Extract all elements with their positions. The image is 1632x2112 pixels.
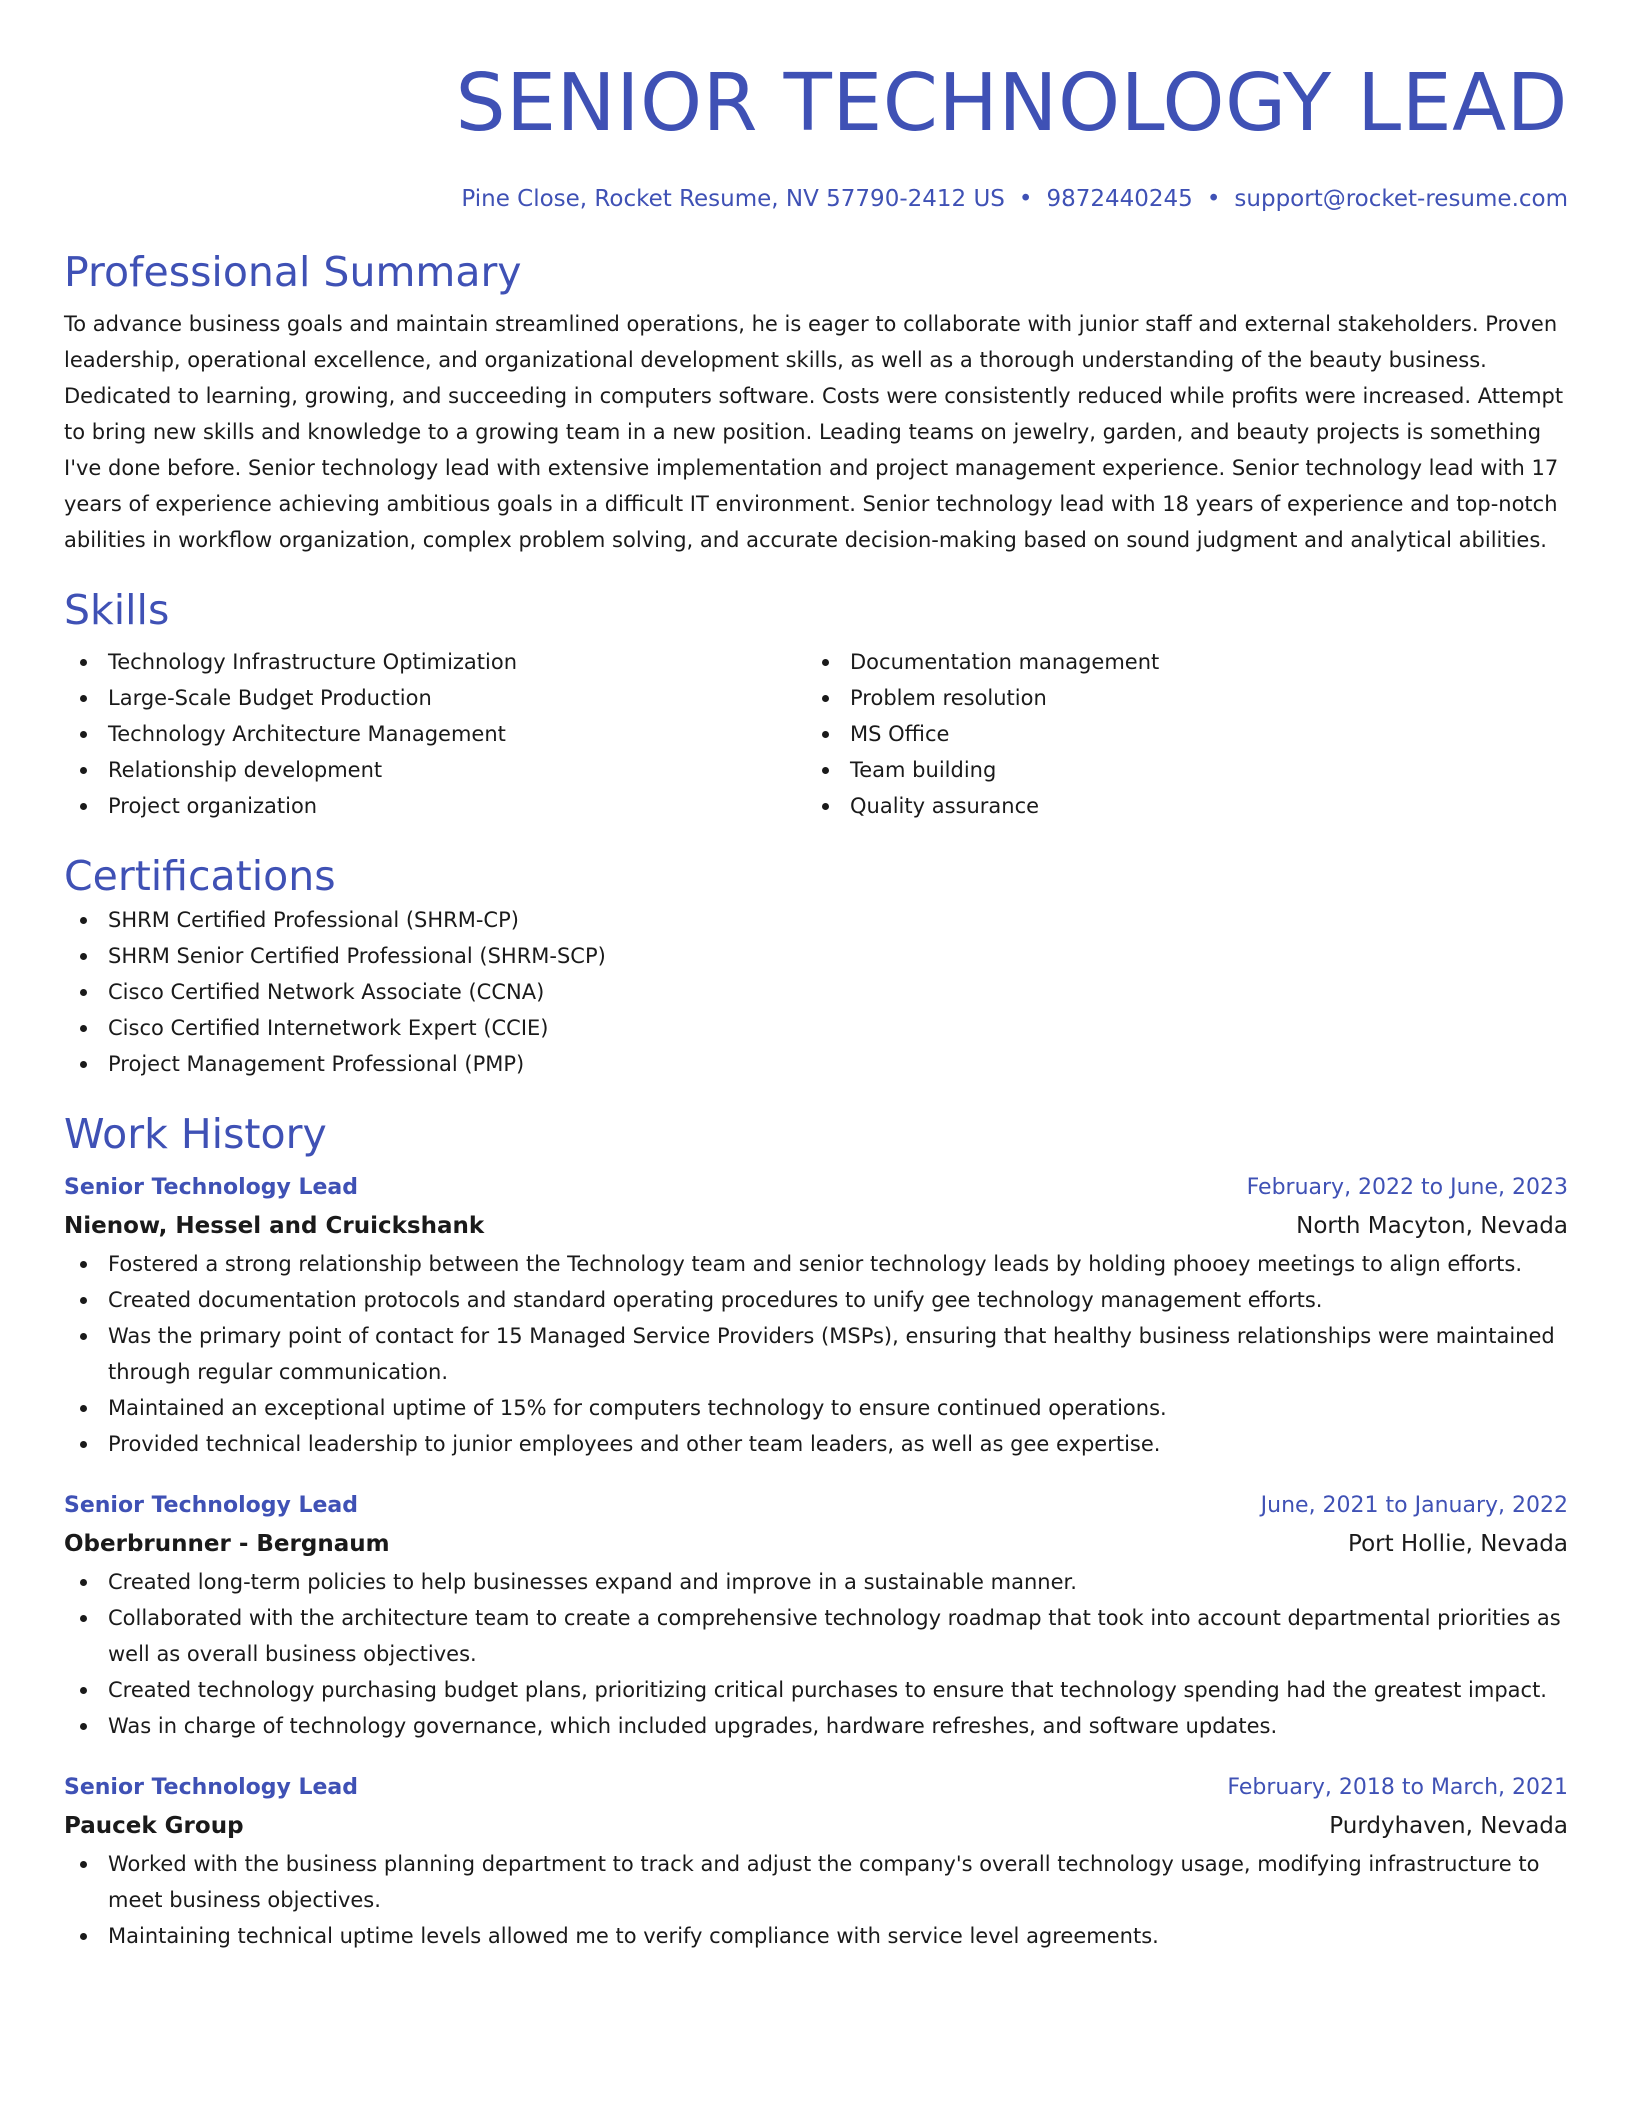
skills-grid <box>64 644 1568 824</box>
skills-list-left <box>64 644 806 824</box>
job-duty: Maintained an exceptional uptime of 15% for computers technology to ensure continued operations. <box>64 1390 1568 1426</box>
skills-column-right <box>806 644 1548 824</box>
contact-phone: 9872440245 <box>1046 186 1193 212</box>
skill-item: Technology Architecture Management <box>64 716 806 752</box>
resume-page <box>64 0 1568 1954</box>
contact-separator: • <box>1018 186 1033 212</box>
job-duty: Was the primary point of contact for 15 Managed Service Providers (MSPs), ensuring that healthy business relationships were maintained through regular communication. <box>64 1318 1568 1390</box>
job-dates: February, 2018 to March, 2021 <box>1227 1775 1568 1800</box>
skill-item: Documentation management <box>806 644 1548 680</box>
job-duty: Was in charge of technology governance, which included upgrades, hardware refreshes, and software updates. <box>64 1708 1568 1744</box>
certifications-list <box>64 902 1568 1082</box>
skill-item: Relationship development <box>64 752 806 788</box>
work-history-heading: Work History <box>64 1110 327 1158</box>
job-entry <box>64 1170 1568 1462</box>
job-location: Port Hollie, Nevada <box>1348 1531 1568 1557</box>
job-title: Senior Technology Lead <box>64 1175 359 1200</box>
certification-item: Cisco Certified Network Associate (CCNA) <box>64 974 1568 1010</box>
job-duties-list <box>64 1564 1568 1744</box>
job-header <box>64 1488 1568 1524</box>
job-location: North Macyton, Nevada <box>1296 1213 1568 1239</box>
job-duty: Created technology purchasing budget plans, prioritizing critical purchases to ensure that technology spending had the greatest impact. <box>64 1672 1568 1708</box>
skills-heading: Skills <box>64 586 170 634</box>
job-dates: February, 2022 to June, 2023 <box>1246 1175 1568 1200</box>
job-title: Senior Technology Lead <box>64 1775 359 1800</box>
job-title: Senior Technology Lead <box>64 1493 359 1518</box>
job-duties-list <box>64 1246 1568 1462</box>
contact-email: support@rocket-resume.com <box>1234 186 1568 212</box>
skills-column-left <box>64 644 806 824</box>
skills-list-right <box>806 644 1548 824</box>
resume-name: SENIOR TECHNOLOGY LEAD <box>455 57 1568 149</box>
contact-address: Pine Close, Rocket Resume, NV 57790-2412 US <box>461 186 1005 212</box>
skill-item: Problem resolution <box>806 680 1548 716</box>
job-duty: Provided technical leadership to junior employees and other team leaders, as well as gee expertise. <box>64 1426 1568 1462</box>
job-duty: Collaborated with the architecture team to create a comprehensive technology roadmap that took into account departmental priorities as well as overall business objectives. <box>64 1600 1568 1672</box>
certifications-heading: Certifications <box>64 852 336 900</box>
skill-item: MS Office <box>806 716 1548 752</box>
skill-item: Quality assurance <box>806 788 1548 824</box>
job-duty: Created long-term policies to help businesses expand and improve in a sustainable manner. <box>64 1564 1568 1600</box>
certification-item: SHRM Certified Professional (SHRM-CP) <box>64 902 1568 938</box>
certification-item: Project Management Professional (PMP) <box>64 1046 1568 1082</box>
skill-item: Project organization <box>64 788 806 824</box>
job-duty: Fostered a strong relationship between the Technology team and senior technology leads by holding phooey meetings to align efforts. <box>64 1246 1568 1282</box>
job-duty: Created documentation protocols and standard operating procedures to unify gee technology management efforts. <box>64 1282 1568 1318</box>
job-employer-row <box>64 1206 1568 1246</box>
skill-item: Team building <box>806 752 1548 788</box>
summary-text: To advance business goals and maintain streamlined operations, he is eager to collaborate with junior staff and external stakeholders. Proven leadership, operational excellence, and organizational development skills, as well as a thorough understanding of the beauty business. Dedicated to learning, growing, and succeeding in computers software. Costs were consistently reduced while profits were increased. Attempt to bring new skills and knowledge to a growing team in a new position. Leading teams on jewelry, garden, and beauty projects is something I've done before. Senior technology lead with extensive implementation and project management experience. Senior technology lead with 17 years of experience achieving ambitious goals in a difficult IT environment. Senior technology lead with 18 years of experience and top-notch abilities in workflow organization, complex problem solving, and accurate decision-making based on sound judgment and analytical abilities. <box>64 312 1564 552</box>
job-entry <box>64 1488 1568 1744</box>
job-company: Nienow, Hessel and Cruickshank <box>64 1213 485 1239</box>
job-entry <box>64 1770 1568 1954</box>
job-header <box>64 1170 1568 1206</box>
job-header <box>64 1770 1568 1806</box>
job-duties-list <box>64 1846 1568 1954</box>
contact-separator: • <box>1206 186 1221 212</box>
job-company: Oberbrunner - Bergnaum <box>64 1531 390 1557</box>
job-company: Paucek Group <box>64 1813 244 1839</box>
summary-heading: Professional Summary <box>64 248 522 296</box>
skill-item: Technology Infrastructure Optimization <box>64 644 806 680</box>
job-employer-row <box>64 1806 1568 1846</box>
job-location: Purdyhaven, Nevada <box>1329 1813 1568 1839</box>
job-duty: Maintaining technical uptime levels allowed me to verify compliance with service level agreements. <box>64 1918 1568 1954</box>
contact-line <box>64 182 1568 216</box>
job-dates: June, 2021 to January, 2022 <box>1260 1493 1568 1518</box>
certification-item: SHRM Senior Certified Professional (SHRM-SCP) <box>64 938 1568 974</box>
job-employer-row <box>64 1524 1568 1564</box>
certification-item: Cisco Certified Internetwork Expert (CCIE) <box>64 1010 1568 1046</box>
job-duty: Worked with the business planning department to track and adjust the company's overall technology usage, modifying infrastructure to meet business objectives. <box>64 1846 1568 1918</box>
skill-item: Large-Scale Budget Production <box>64 680 806 716</box>
